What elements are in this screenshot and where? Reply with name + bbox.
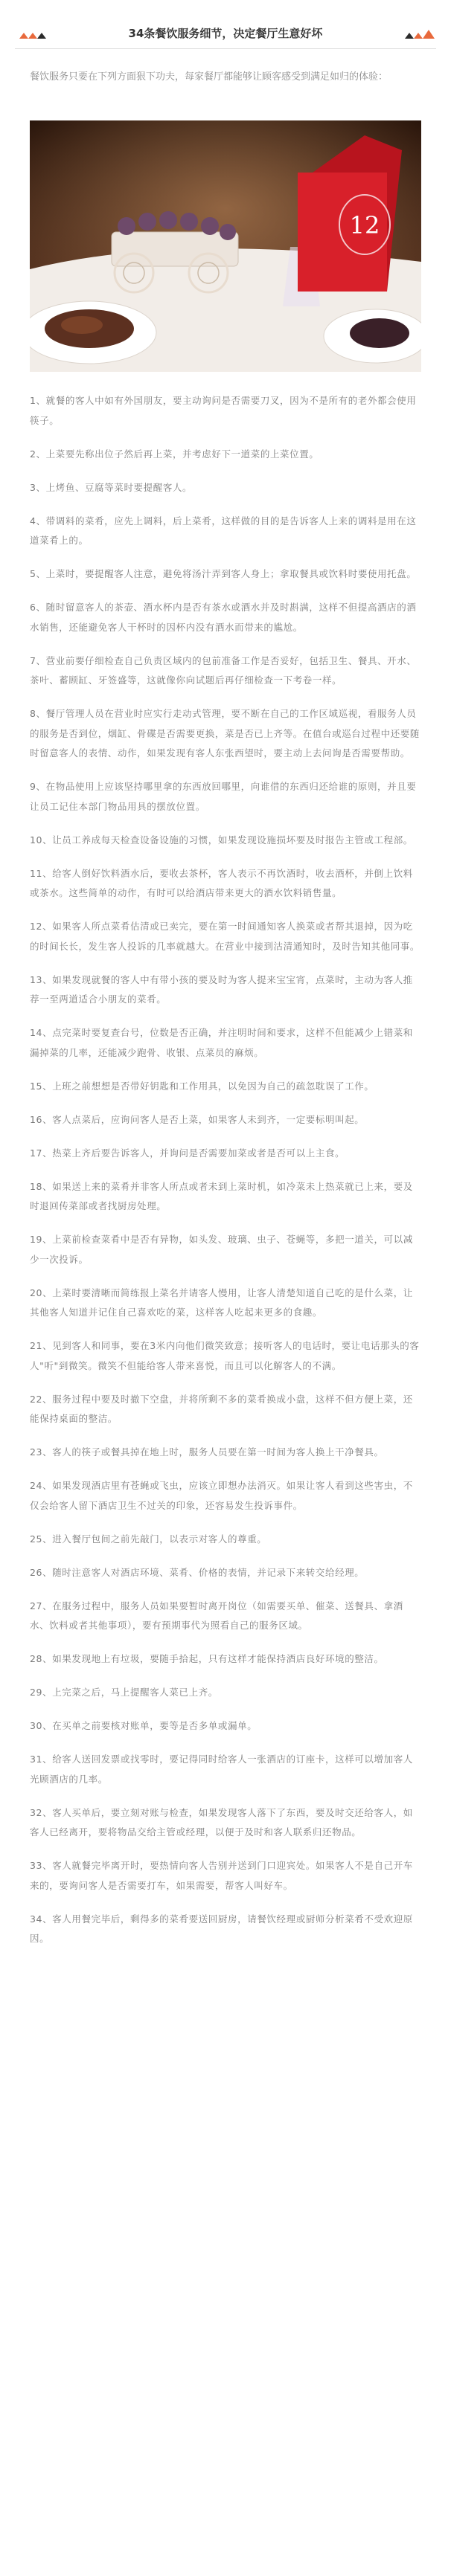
list-item: 23、客人的筷子或餐具掉在地上时，服务人员要在第一时间为客人换上干净餐具。: [30, 1446, 384, 1458]
list-item: 27、在服务过程中，服务人员如果要暂时离开岗位（如需要买单、催菜、送餐具、拿酒水、饮料或者其他事项），要有预期事代为照看自己的服务区域。: [30, 1600, 403, 1631]
list-item: 13、如果发现就餐的客人中有带小孩的要及时为客人提来宝宝宵，点菜时，主动为客人推荐一至两道适合小朋友的菜肴。: [30, 973, 413, 1005]
list-item: 14、点完菜时要复查台号，位数是否正确，并注明时间和要求，这样不但能减少上错菜和漏掉菜的几率，还能减少跑骨、收银、点菜员的麻烦。: [30, 1027, 413, 1058]
page-title: 34条餐饮服务细节，决定餐厅生意好坏: [128, 27, 323, 40]
list-item: 6、随时留意客人的茶壶、酒水杯内是否有茶水或酒水并及时斟满，这样不但提高酒店的酒水销售，还能避免客人干杯时的因杯内没有酒水而带来的尴尬。: [30, 602, 417, 633]
list-item: 30、在买单之前要核对账单，要等是否多单或漏单。: [30, 1720, 258, 1731]
list-item: 29、上完菜之后，马上提醒客人菜已上齐。: [30, 1687, 218, 1698]
list-item: 34、客人用餐完毕后，剩得多的菜肴要送回厨房，请餐饮经理或厨师分析菜肴不受欢迎原因。: [30, 1913, 413, 1944]
list-item: 15、上班之前想想是否带好钥匙和工作用具，以免因为自己的疏忽耽误了工作。: [30, 1080, 374, 1092]
list-item: 21、见到客人和同事，要在3米内向他们微笑致意；接听客人的电话时，要让电话那头的客人"听"到微笑。微笑不但能给客人带来喜悦，而且可以化解客人的不满。: [30, 1340, 420, 1371]
list-item: 32、客人买单后，要立刻对账与检查，如果发现客人落下了东西，要及时交还给客人，如客人已经离开，要将物品交给主管或经理，以便于及时和客人联系归还物品。: [30, 1806, 413, 1838]
list-item: 3、上烤鱼、豆腐等菜时要提醒客人。: [30, 481, 193, 493]
list-item: 33、客人就餐完毕离开时，要热情向客人告别并送到门口迎宾处。如果客人不是自己开车来的，要询问客人是否需要打车，如果需要，帮客人叫好车。: [30, 1860, 413, 1891]
table-setting-image: [30, 120, 421, 372]
list-item: 2、上菜要先称出位子然后再上菜，并考虑好下一道菜的上菜位置。: [30, 448, 319, 460]
list-item: 17、热菜上齐后要告诉客人，并询问是否需要加菜或者是否可以上主食。: [30, 1147, 345, 1159]
list-item: 16、客人点菜后，应询问客人是否上菜，如果客人未到齐，一定要标明叫起。: [30, 1113, 365, 1125]
list-item: 4、带调料的菜肴，应先上调料，后上菜肴，这样做的目的是告诉客人上来的调料是用在这道菜肴上的。: [30, 515, 417, 546]
service-tips-list: [30, 391, 421, 1962]
list-item: 24、如果发现酒店里有苍蝇或飞虫，应该立即想办法消灭。如果让客人看到这些害虫，不仅会给客人留下酒店卫生不过关的印象，还容易发生投诉事件。: [30, 1480, 413, 1511]
triangle-ornament-left-icon: [15, 27, 60, 42]
list-item: 22、服务过程中要及时撤下空盘，并将所剩不多的菜肴换成小盘，这样不但方便上菜，还能保持桌面的整洁。: [30, 1393, 413, 1424]
list-item: 10、让员工养成每天检查设备设施的习惯，如果发现设施损坏要及时报告主管或工程部。: [30, 834, 413, 846]
list-item: 19、上菜前检查菜肴中是否有异物，如头发、玻璃、虫子、苍蝇等，多把一道关，可以减少一次投诉。: [30, 1234, 413, 1265]
list-item: 26、随时注意客人对酒店环境、菜肴、价格的表情，并记录下来转交给经理。: [30, 1566, 365, 1578]
list-item: 12、如果客人所点菜肴估清或已卖完，要在第一时间通知客人换菜或者帮其退掉，因为吃的时间长长，发生客人投诉的几率就越大。在营业中接到沽清通知时，及时告知其他同事。: [30, 921, 420, 952]
list-item: 1、就餐的客人中如有外国朋友，要主动询问是否需要刀叉，因为不是所有的老外都会使用筷子。: [30, 395, 417, 426]
article-header: [15, 19, 436, 49]
table-card-number: 12: [349, 211, 380, 239]
list-item: 18、如果送上来的菜肴并非客人所点或者未到上菜时机，如冷菜未上热菜就已上来，要及时退回传菜部或者找厨房处理。: [30, 1180, 413, 1211]
intro-paragraph: 餐饮服务只要在下列方面狠下功夫，每家餐厅都能够让顾客感受到满足如归的体验：: [30, 71, 388, 83]
list-item: 7、营业前要仔细检查自己负责区域内的包前准备工作是否妥好，包括卫生、餐具、开水、茶叶、蓄顾缸、牙签盛等，这就像你向试题后再仔细检查一下考卷一样。: [30, 654, 417, 686]
list-item: 20、上菜时要清晰而简练报上菜名并请客人慢用，让客人清楚知道自己吃的是什么菜，让其他客人知道并记住自己喜欢吃的菜，这样客人吃起来更多的食趣。: [30, 1287, 413, 1318]
list-item: 11、给客人倒好饮料酒水后，要收去茶杯，客人表示不再饮酒时，收去酒杯，并倒上饮料或茶水。这些简单的动作，有时可以给酒店带来更大的酒水饮料销售量。: [30, 867, 413, 898]
restaurant-table-photo: [30, 120, 421, 372]
list-item: 31、给客人送回发票或找零时，要记得同时给客人一张酒店的订座卡，这样可以增加客人光顾酒店的几率。: [30, 1754, 413, 1785]
list-item: 28、如果发现地上有垃圾，要随手拾起，只有这样才能保持酒店良好环境的整洁。: [30, 1653, 384, 1664]
list-item: 5、上菜时，要提醒客人注意，避免将汤汁弄到客人身上；拿取餐具或饮料时要使用托盘。: [30, 568, 417, 579]
list-item: 8、餐厅管理人员在营业时应实行走动式管理，要不断在自己的工作区域巡视，看服务人员的服务是否到位，烟缸、骨碟是否需要更换，菜是否已上齐等。在值台或巡台过程中还要随时留意客人的表情、动作，如果发现有客人东张西望时，要主动上去问询是否需要帮助。: [30, 708, 420, 759]
triangle-ornament-right-icon: [391, 27, 436, 42]
list-item: 9、在物品使用上应该坚持哪里拿的东西放回哪里，向谁借的东西归还给谁的原则，并且要让员工记住本部门物品用具的摆放位置。: [30, 781, 417, 812]
list-item: 25、进入餐厅包间之前先敲门，以表示对客人的尊重。: [30, 1533, 267, 1545]
